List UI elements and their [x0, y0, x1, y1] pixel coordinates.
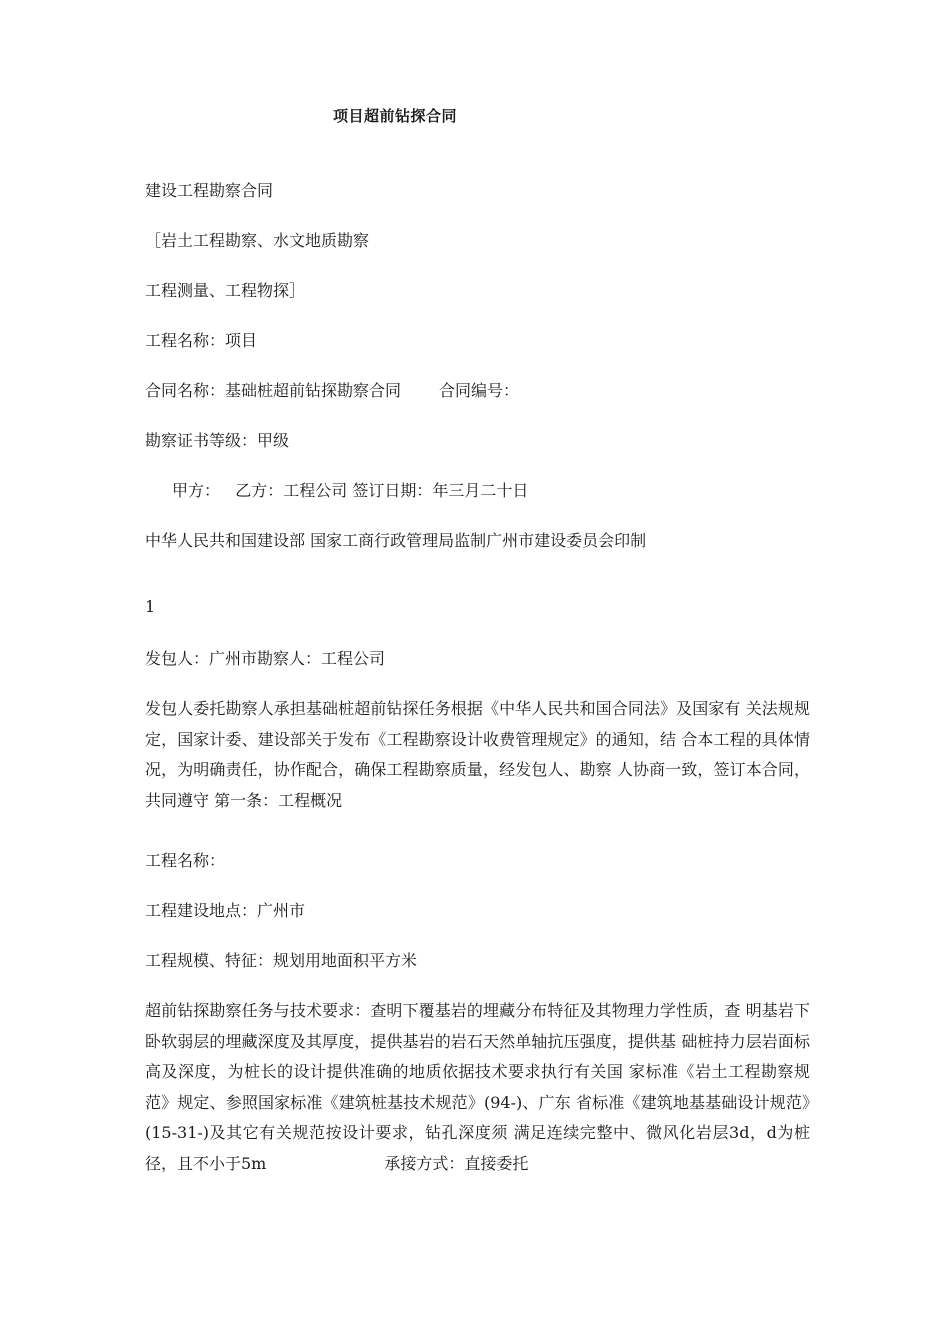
- body-project-name: 工程名称：: [145, 851, 226, 870]
- page-number: 1: [145, 597, 156, 616]
- cover-certificate-grade: 勘察证书等级：甲级: [145, 431, 290, 450]
- cover-contract-name: 合同名称：基础桩超前钻探勘察合同: [145, 381, 402, 400]
- body-intro-paragraph: 发包人委托勘察人承担基础桩超前钻探任务根据《中华人民共和国合同法》及国家有 关法规规定，国家计委、建设部关于发布《工程勘察设计收费管理规定》的通知，结 合本工程的具体情况，为明确责任，协作配合，确保工程勘察质量，经发包人、勘察 人协商一致，签订本合同，共同遵守 第一条：工程概况: [145, 699, 810, 810]
- cover-contract-name-row: [145, 381, 519, 401]
- body-parties: 发包人：广州市勘察人：工程公司: [145, 649, 386, 668]
- cover-contract-type: 建设工程勘察合同: [145, 181, 274, 200]
- cover-project-name: 工程名称：项目: [145, 331, 258, 350]
- document-title: 项目超前钻探合同: [333, 107, 458, 125]
- requirements-text: 超前钻探勘察任务与技术要求：查明下覆基岩的埋藏分布特征及其物理力学性质，查 明基岩下卧软弱层的埋藏深度及其厚度，提供基岩的岩石天然单轴抗压强度，提供基 础桩持力层岩面标高及深度，为桩长的设计提供准确的地质依据技术要求执行有关国 家标准《岩土工程勘察规范》规定、参照国家标准《建筑桩基技术规范》(94-)、广东 省标准《建筑地基基础设计规范》(15-31-)及其它有关规范按设计要求，钻孔深度须 满足连续完整中、微风化岩层3d，d为桩径，且不小于5m: [145, 1001, 810, 1173]
- body-project-scale: 工程规模、特征：规划用地面积平方米: [145, 951, 418, 970]
- cover-parties-date: 甲方： 乙方：工程公司 签订日期：年三月二十日: [172, 481, 529, 500]
- body-project-location: 工程建设地点：广州市: [145, 901, 306, 920]
- cover-survey-types-2: 工程测量、工程物探］: [145, 281, 306, 300]
- cover-contract-number: 合同编号：: [439, 381, 520, 400]
- cover-survey-types-1: ［岩土工程勘察、水文地质勘察: [145, 231, 370, 250]
- body-requirements-paragraph: [145, 996, 810, 1179]
- cover-issuer: 中华人民共和国建设部 国家工商行政管理局监制广州市建设委员会印制: [145, 531, 647, 550]
- contract-method: 承接方式：直接委托: [384, 1153, 529, 1173]
